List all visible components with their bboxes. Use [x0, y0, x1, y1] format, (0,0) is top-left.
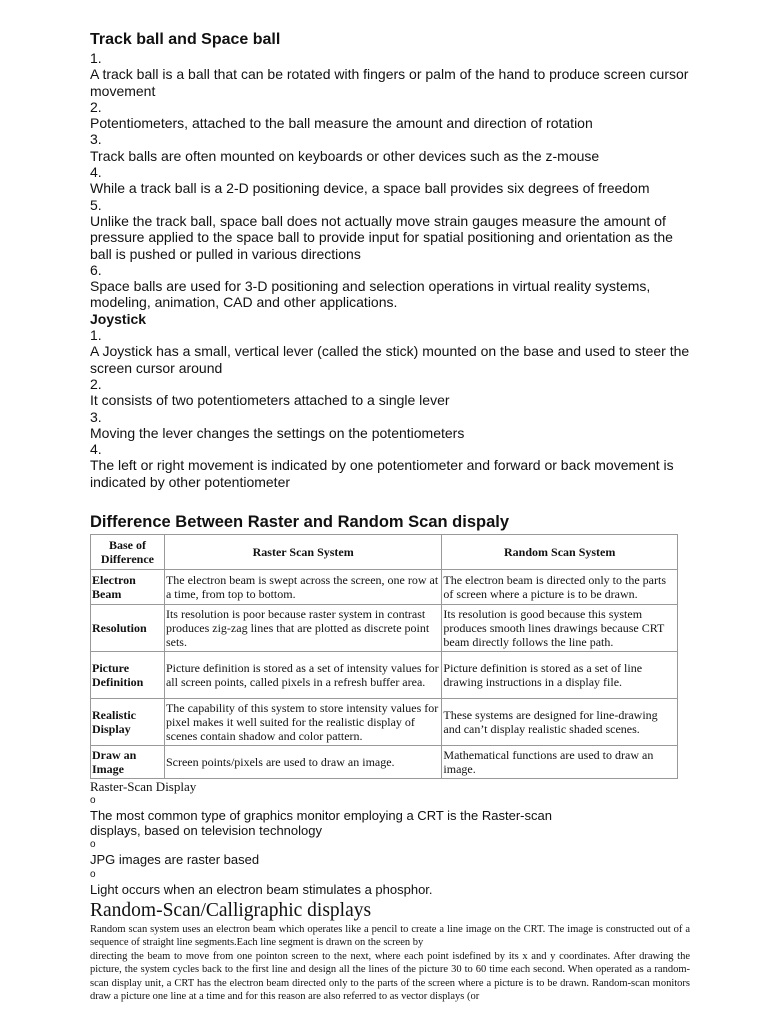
list-number: 3.: [90, 131, 102, 148]
list-item: While a track ball is a 2-D positioning device, a space ball provides six degrees of freedom: [90, 180, 650, 197]
table-header-row: [91, 535, 678, 570]
table-cell: Its resolution is poor because raster system in contrast produces zig-zag lines that are plotted as discrete point sets.: [164, 605, 441, 652]
table-cell: Mathematical functions are used to draw an image.: [442, 746, 678, 779]
list-item: A track ball is a ball that can be rotated with fingers or palm of the hand to produce screen cursor movement: [90, 66, 689, 99]
list-number: 4.: [90, 164, 102, 181]
list-item: The most common type of graphics monitor employing a CRT is the Raster-scan displays, based on television technology: [90, 807, 552, 838]
list-item: Track balls are often mounted on keyboards or other devices such as the z-mouse: [90, 147, 600, 164]
table-cell: Picture Definition: [91, 652, 165, 699]
list-item: A Joystick has a small, vertical lever (called the stick) mounted on the base and used to steer the screen cursor around: [90, 343, 690, 376]
list-item: It consists of two potentiometers attached to a single lever: [90, 392, 450, 409]
document-page: [90, 30, 690, 1004]
table-row: [91, 605, 678, 652]
random-scan-paragraph-2: directing the beam to move from one pointon screen to the next, where each point isdefined by its x and y coordinates. After drawing the picture, the system cycles back to the first line and design all the lines of the picture 30 to 60 time each second. When operated as a random-scan display unit, a CRT has the electron beam directed only to the parts of the screen where a picture is to be drawn. Random-scan monitors draw a picture one line at a time and for this reason are also referred to as vector displays (or: [90, 950, 690, 1003]
table-cell: The electron beam is directed only to the parts of screen where a picture is to be drawn.: [442, 570, 678, 605]
bullet-marker: o: [90, 839, 96, 851]
list-item: The left or right movement is indicated by one potentiometer and forward or back movement is indicated by other potentiometer: [90, 457, 674, 490]
list-item: Light occurs when an electron beam stimulates a phosphor.: [90, 881, 433, 897]
bullet-marker: o: [90, 869, 96, 880]
table-header: Random Scan System: [442, 535, 678, 570]
list-number: 6.: [90, 261, 102, 278]
list-number: 2.: [90, 98, 102, 115]
section-title-joystick: Joystick: [90, 310, 147, 327]
list-number: 1.: [90, 50, 102, 66]
table-row: [91, 652, 678, 699]
table-cell: Realistic Display: [91, 699, 165, 746]
section-title-trackball: Track ball and Space ball: [90, 31, 281, 48]
table-header: Raster Scan System: [164, 535, 441, 570]
random-scan-paragraph-1: Random scan system uses an electron beam which operates like a pencil to create a line image on the CRT. The image is constructed out of a sequence of straight line segments.Each line segment is drawn on the screen by: [90, 923, 690, 949]
table-cell: Its resolution is good because this system produces smooth lines drawings because CRT beam directly follows the line path.: [442, 605, 678, 652]
table-cell: Resolution: [91, 605, 165, 652]
list-item: Moving the lever changes the settings on the potentiometers: [90, 424, 465, 441]
list-item: Potentiometers, attached to the ball measure the amount and direction of rotation: [90, 115, 593, 132]
joystick-list: [90, 327, 690, 490]
comparison-table: [90, 534, 678, 779]
list-number: 3.: [90, 408, 102, 425]
table-cell: The capability of this system to store intensity values for pixel makes it well suited for the realistic display of scenes contain shadow and color pattern.: [164, 699, 441, 746]
table-cell: These systems are designed for line-drawing and can’t display realistic shaded scenes.: [442, 699, 678, 746]
section-title-difference: Difference Between Raster and Random Scan dispaly: [90, 513, 510, 532]
table-row: [91, 746, 678, 779]
list-number: 5.: [90, 196, 102, 213]
table-row: [91, 570, 678, 605]
bullet-marker: o: [90, 795, 96, 807]
list-number: 1.: [90, 327, 102, 344]
raster-scan-list: [90, 794, 690, 898]
table-cell: Draw an Image: [91, 746, 165, 779]
table-cell: Picture definition is stored as a set of line drawing instructions in a display file.: [442, 652, 678, 699]
table-header: Base of Difference: [91, 535, 165, 570]
table-cell: Electron Beam: [91, 570, 165, 605]
table-cell: The electron beam is swept across the screen, one row at a time, from top to bottom.: [164, 570, 441, 605]
list-item: JPG images are raster based: [90, 852, 260, 868]
section-title-raster-scan: Raster-Scan Display: [90, 779, 197, 795]
table-cell: Picture definition is stored as a set of intensity values for all screen points, called pixels in a refresh buffer area.: [164, 652, 441, 699]
list-number: 4.: [90, 441, 102, 458]
table-row: [91, 699, 678, 746]
trackball-list: [90, 50, 690, 311]
list-item: Space balls are used for 3-D positioning and selection operations in virtual reality systems, modeling, animation, CAD and other applications.: [90, 278, 651, 311]
section-title-random-scan: Random-Scan/Calligraphic displays: [90, 899, 372, 921]
list-number: 2.: [90, 375, 102, 392]
list-item: Unlike the track ball, space ball does not actually move strain gauges measure the amount of pressure applied to the space ball to provide input for spatial positioning and orientation as the ball is pushed or pulled in various directions: [90, 212, 673, 262]
table-cell: Screen points/pixels are used to draw an image.: [164, 746, 441, 779]
